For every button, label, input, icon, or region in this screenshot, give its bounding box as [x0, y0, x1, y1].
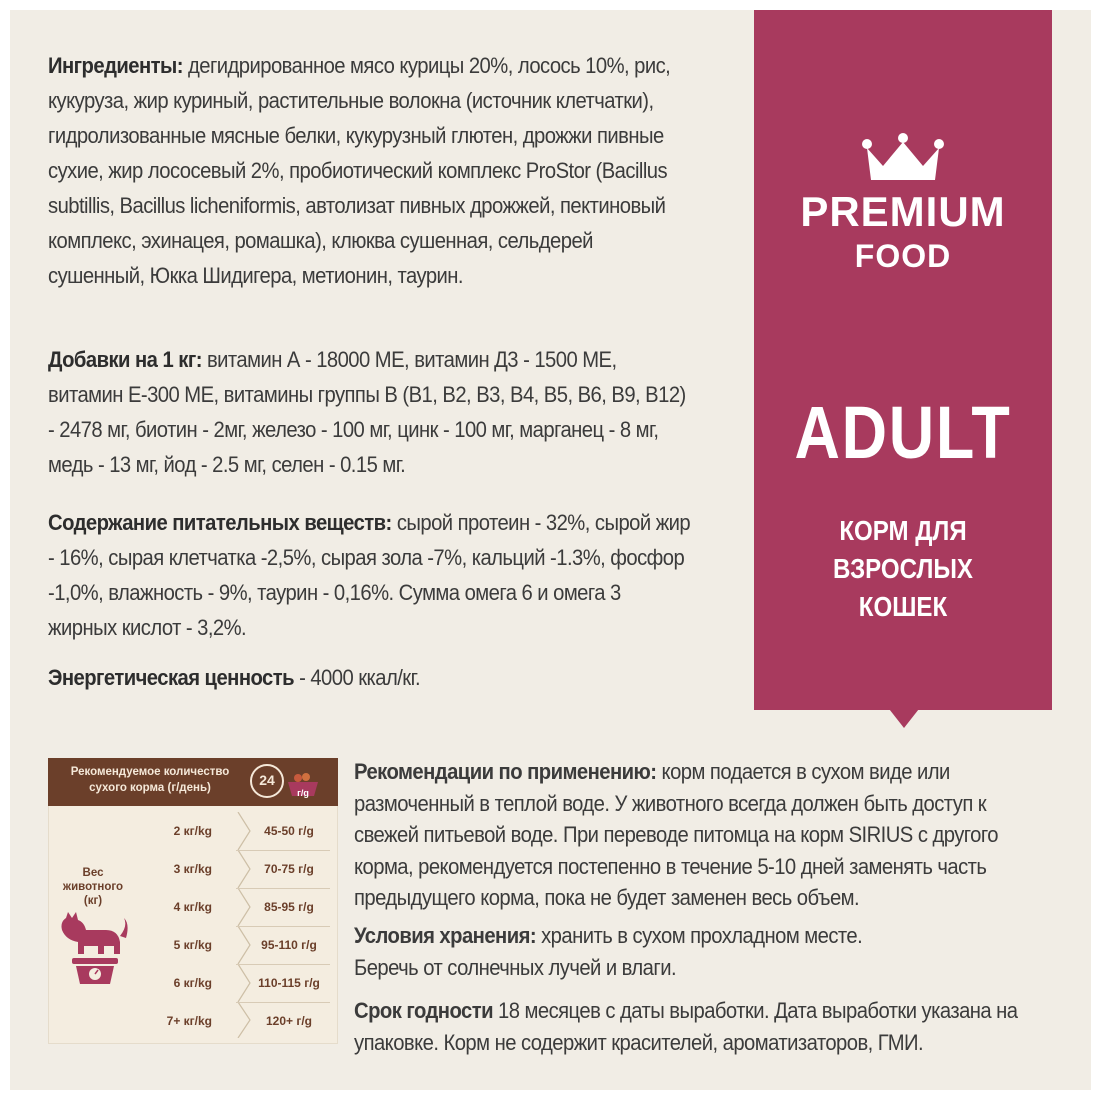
row-separator [236, 1002, 330, 1003]
recommendations-text: корм подается в сухом виде или размоченный в теплой воде. У животного всегда должен быть доступ к свежей питьевой воде. При переводе питомца на корм SIRIUS с другого корма, рекомендуется постепенно в течение 5-10 дней заменять часть предыдущего корма, пока не будет заменен весь объем. [354, 759, 998, 910]
amount-cell: 70-75 г/g [264, 862, 314, 876]
ingredients-label: Ингредиенты: [48, 53, 183, 78]
weight-cell: 4 кг/kg [173, 900, 212, 914]
energy-paragraph [48, 660, 692, 695]
food-label: FOOD [854, 238, 952, 274]
storage-section [354, 920, 954, 983]
recommendations-section [354, 756, 1101, 914]
badge-unit: г/g [297, 788, 309, 798]
ingredients-paragraph [48, 48, 692, 293]
recommendations-paragraph [354, 756, 1053, 914]
banner-sub-line2: ВЗРОСЛЫХ [833, 553, 973, 584]
additives-section [48, 342, 748, 482]
nutrients-section [48, 505, 748, 645]
nutrients-text: сырой протеин - 32%, сырой жир - 16%, сырая клетчатка -2,5%, сырая зола -7%, кальций -1.3%, фосфор -1,0%, влажность - 9%, таурин - 0,16%. Сумма омега 6 и омега 3 жирных кислот - 3,2%. [48, 510, 691, 640]
weight-cell: 5 кг/kg [173, 938, 212, 952]
weight-cell: 3 кг/kg [173, 862, 212, 876]
nutrients-label: Содержание питательных веществ: [48, 510, 392, 535]
shelf-life-text: 18 месяцев с даты выработки. Дата выработки указана на упаковке. Корм не содержит красителей, ароматизаторов, ГМИ. [354, 998, 1018, 1055]
feeding-table-title-line1: Рекомендуемое количество [70, 766, 230, 778]
amount-cell: 95-110 г/g [261, 938, 317, 952]
shelf-life-paragraph [354, 995, 1053, 1058]
side-label-line1: Вес [82, 867, 104, 879]
energy-text: - 4000 ккал/кг. [293, 665, 421, 690]
feeding-table-title-line2: сухого корма (г/день) [89, 782, 211, 794]
premium-label: PREMIUM [800, 188, 1006, 235]
weight-cell: 2 кг/kg [173, 824, 212, 838]
nutrients-paragraph [48, 505, 692, 645]
storage-paragraph [354, 920, 906, 983]
storage-text: хранить в сухом прохладном месте. Беречь от солнечных лучей и влаги. [354, 923, 863, 980]
banner-tip [882, 700, 926, 728]
shelf-life-label: Срок годности [354, 998, 493, 1023]
row-separator [236, 926, 330, 927]
row-dividers [236, 812, 254, 1038]
energy-section [48, 660, 748, 695]
banner-sub-line1: КОРМ ДЛЯ [839, 515, 967, 546]
amount-cell: 85-95 г/g [264, 900, 314, 914]
row-separator [236, 964, 330, 965]
additives-text: витамин А - 18000 МЕ, витамин Д3 - 1500 МЕ, витамин Е-300 МЕ, витамины группы В (В1, В2, В3, В4, В5, В6, В9, В12) - 2478 мг, биотин - 2мг, железо - 100 мг, цинк - 100 мг, марганец - 8 мг, медь - 13 мг, йод - 2.5 мг, селен - 0.15 мг. [48, 347, 686, 477]
badge-hours: 24 [259, 772, 275, 788]
energy-label: Энергетическая ценность [48, 665, 294, 690]
ingredients-text: дегидрированное мясо курицы 20%, лосось 10%, рис, кукуруза, жир куриный, растительные волокна (источник клетчатки), гидролизованные мясные белки, кукурузный глютен, дрожжи пивные сухие, жир лососевый 2%, пробиотический комплекс ProStor (Bacillus subtillis, Bacillus licheniformis, автолизат пивных дрожжей, пектиновый комплекс, эхинацея, ромашка), клюква сушенная, сельдерей сушенный, Юкка Шидигера, метионин, таурин. [48, 53, 671, 288]
crown-icon [861, 130, 945, 186]
banner-sub-line3: КОШЕК [858, 591, 948, 622]
side-label-line3: (кг) [83, 895, 103, 907]
side-label-line2: животного [62, 881, 124, 893]
amount-cell: 45-50 г/g [264, 824, 314, 838]
adult-title: ADULT [794, 391, 1012, 474]
recommendations-label: Рекомендации по применению: [354, 759, 657, 784]
weight-cell: 7+ кг/kg [166, 1014, 212, 1028]
amount-cell: 110-115 г/g [258, 976, 320, 990]
row-separator [236, 888, 330, 889]
amount-cell: 120+ г/g [265, 1014, 313, 1028]
additives-label: Добавки на 1 кг: [48, 347, 202, 372]
weight-cell: 6 кг/kg [173, 976, 212, 990]
storage-label: Условия хранения: [354, 923, 537, 948]
cat-on-scale-icon [56, 910, 130, 990]
weight-side-label [58, 866, 128, 908]
ingredients-section [48, 48, 748, 293]
row-separator [236, 850, 330, 851]
banner-subtitle [775, 512, 1031, 626]
additives-paragraph [48, 342, 692, 482]
shelf-life-section [354, 995, 1101, 1058]
